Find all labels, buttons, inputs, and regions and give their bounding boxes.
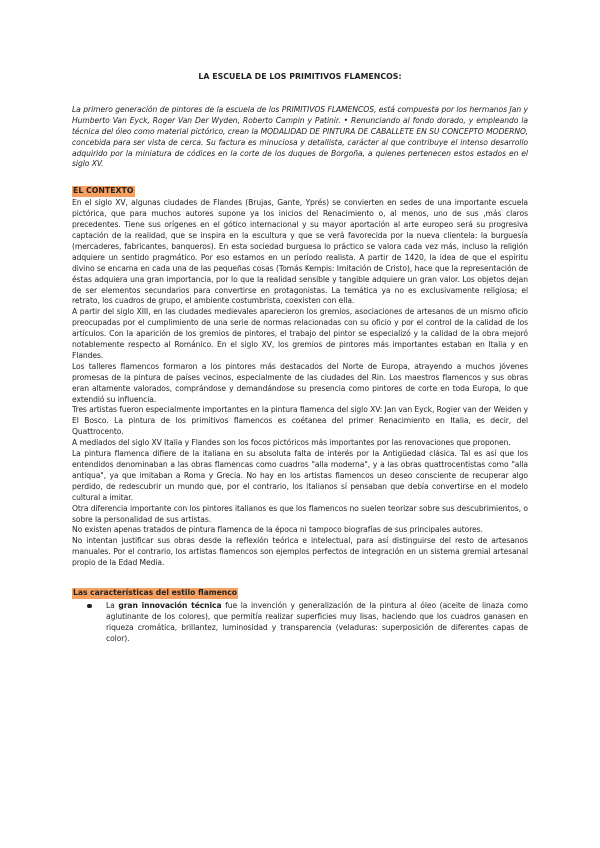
paragraph: Tres artistas fueron especialmente importantes en la pintura flamenca del siglo XV: Jan van Eyck, Rogier van der Weiden y El Bosco. La pintura de los primitivos flamencos es coétanea del primer Renacimiento en Italia, es decir, del Quattrocento. bbox=[72, 405, 528, 437]
bullet-list bbox=[72, 601, 528, 645]
paragraph: A partir del siglo XIII, en las ciudades medievales aparecieron los gremios, asociaciones de artesanos de un mismo oficio preocupadas por el cumplimiento de una serie de normas relacionadas con su oficio y por el control de la calidad de los artículos. Con la aparición de los gremios de pintores, el trabajo del pintor se especializó y la calidad de la obra mejoró notablemente respecto al Románico. En el siglo XV, los gremios de pintores más importantes estaban en Italia y en Flandes. bbox=[72, 307, 528, 360]
section-heading: EL CONTEXTO bbox=[73, 186, 134, 196]
paragraph: En el siglo XV, algunas ciudades de Flandes (Brujas, Gante, Yprés) se convierten en sedes de una importante escuela pictórica, que para muchos autores supone ya los inicios del Renacimiento o, al menos, uno de sus ,más claros precedentes. Tiene sus orígenes en el gótico internacional y su mayor aportación al arte europeo será su progresiva captación de la realidad, que se inspira en la escultura y que se verá favorecida por la nueva clientela: la burguesía (mercaderes, fabricantes, banqueros). En esta sociedad burguesa lo práctico se valora cada vez más, incluso la religión adquiere un sentido pragmático. Por eso estamos en un período realista. A partir de 1420, la idea de que el espíritu divino se encarna en cada una de las pequeñas cosas (Tomás Kempis: Imitación de Cristo), hace que la representación de éstas adquiera una gran importancia, por lo que la realidad sensible y tangible adquiere un gran valor. Los objetos dejan de ser elementos secundarios para convertirse en protagonistas. La temática ya no es exclusivamente religiosa; el retrato, los cuadros de grupo, el ambiente costumbrista, coexisten con ella. bbox=[72, 198, 528, 306]
paragraph: No intentan justificar sus obras desde la reflexión teórica e intelectual, para así distinguirse del resto de artesanos manuales. Por el contrario, los artistas flamencos son ejemplos perfectos de integración en un sistema gremial artesanal propio de la Edad Media. bbox=[72, 536, 528, 568]
section-context bbox=[72, 186, 528, 569]
document-title: LA ESCUELA DE LOS PRIMITIVOS FLAMENCOS: bbox=[198, 72, 402, 81]
bullet-lead: La bbox=[106, 600, 119, 610]
paragraph: Otra diferencia importante con los pintores italianos es que los flamencos no suelen teorizar sobre sus descubrimientos, o sobre la personalidad de sus artistas. bbox=[72, 503, 528, 524]
bullet-emphasis: gran innovación técnica bbox=[118, 600, 222, 610]
bullet-icon bbox=[87, 604, 92, 609]
paragraph: Los talleres flamencos formaron a los pintores más destacados del Norte de Europa, atrayendo a muchos jóvenes promesas de la pintura de países vecinos, especialmente de las ciudades del Rin. Los maestros flamencos y sus obras eran altamente valorados, comprándose y demandándose su presencia como pintores de corte en toda Europa, lo que extendió su influencia. bbox=[72, 361, 528, 404]
paragraph: La pintura flamenca difiere de la italiana en su absoluta falta de interés por la Antigüedad clásica. Tal es así que los entendidos denominaban a las obras flamencas como cuadros "alla moderna", y a las obras quattrocentistas como "alla antiqua", ya que imitaban a Roma y Grecia. No hay en los artistas flamencos un deseo consciente de recuperar algo perdido, de redescubrir un mundo que, por el contrario, los italianos sí pensaban que debía convertirse en el modelo cultural a imitar. bbox=[72, 449, 528, 502]
paragraph: No existen apenas tratados de pintura flamenca de la época ni tampoco biografías de sus principales autores. bbox=[72, 525, 483, 535]
intro-paragraph: La primero generación de pintores de la escuela de los PRIMITIVOS FLAMENCOS, está compuesta por los hermanos Jan y Humberto Van Eyck, Roger Van Der Wyden, Roberto Campin y Patinir. • Renunciando al fondo dorado, y empleando la técnica del óleo como material pictórico, crean la MODALIDAD DE PINTURA DE CABALLETE EN SU CONCEPTO MODERNO, concebida para ser vista de cerca. Su factura es minuciosa y detallista, carácter al que contribuye el intenso desarrollo adquirido por la miniatura de códices en la corte de los duques de Borgoña, a quienes pertenecen estos estados en el siglo XV. bbox=[72, 104, 528, 169]
section-body bbox=[72, 198, 528, 569]
list-item bbox=[106, 601, 528, 645]
bullet-text: fue la invención y generalización de la pintura al óleo (aceite de linaza como aglutinante de los colores), que permitía realizar superficies muy lisas, haciendo que los cuadros ganasen en riqueza cromática, brillantez, luminosidad y transparencia (veladuras: superposición de diferentes capas de color). bbox=[106, 600, 528, 643]
paragraph: A mediados del siglo XV Italia y Flandes son los focos pictóricos más importantes por las renovaciones que proponen. bbox=[72, 438, 511, 448]
subsection-characteristics bbox=[72, 569, 528, 645]
subsection-heading: Las características del estilo flamenco bbox=[73, 588, 237, 598]
